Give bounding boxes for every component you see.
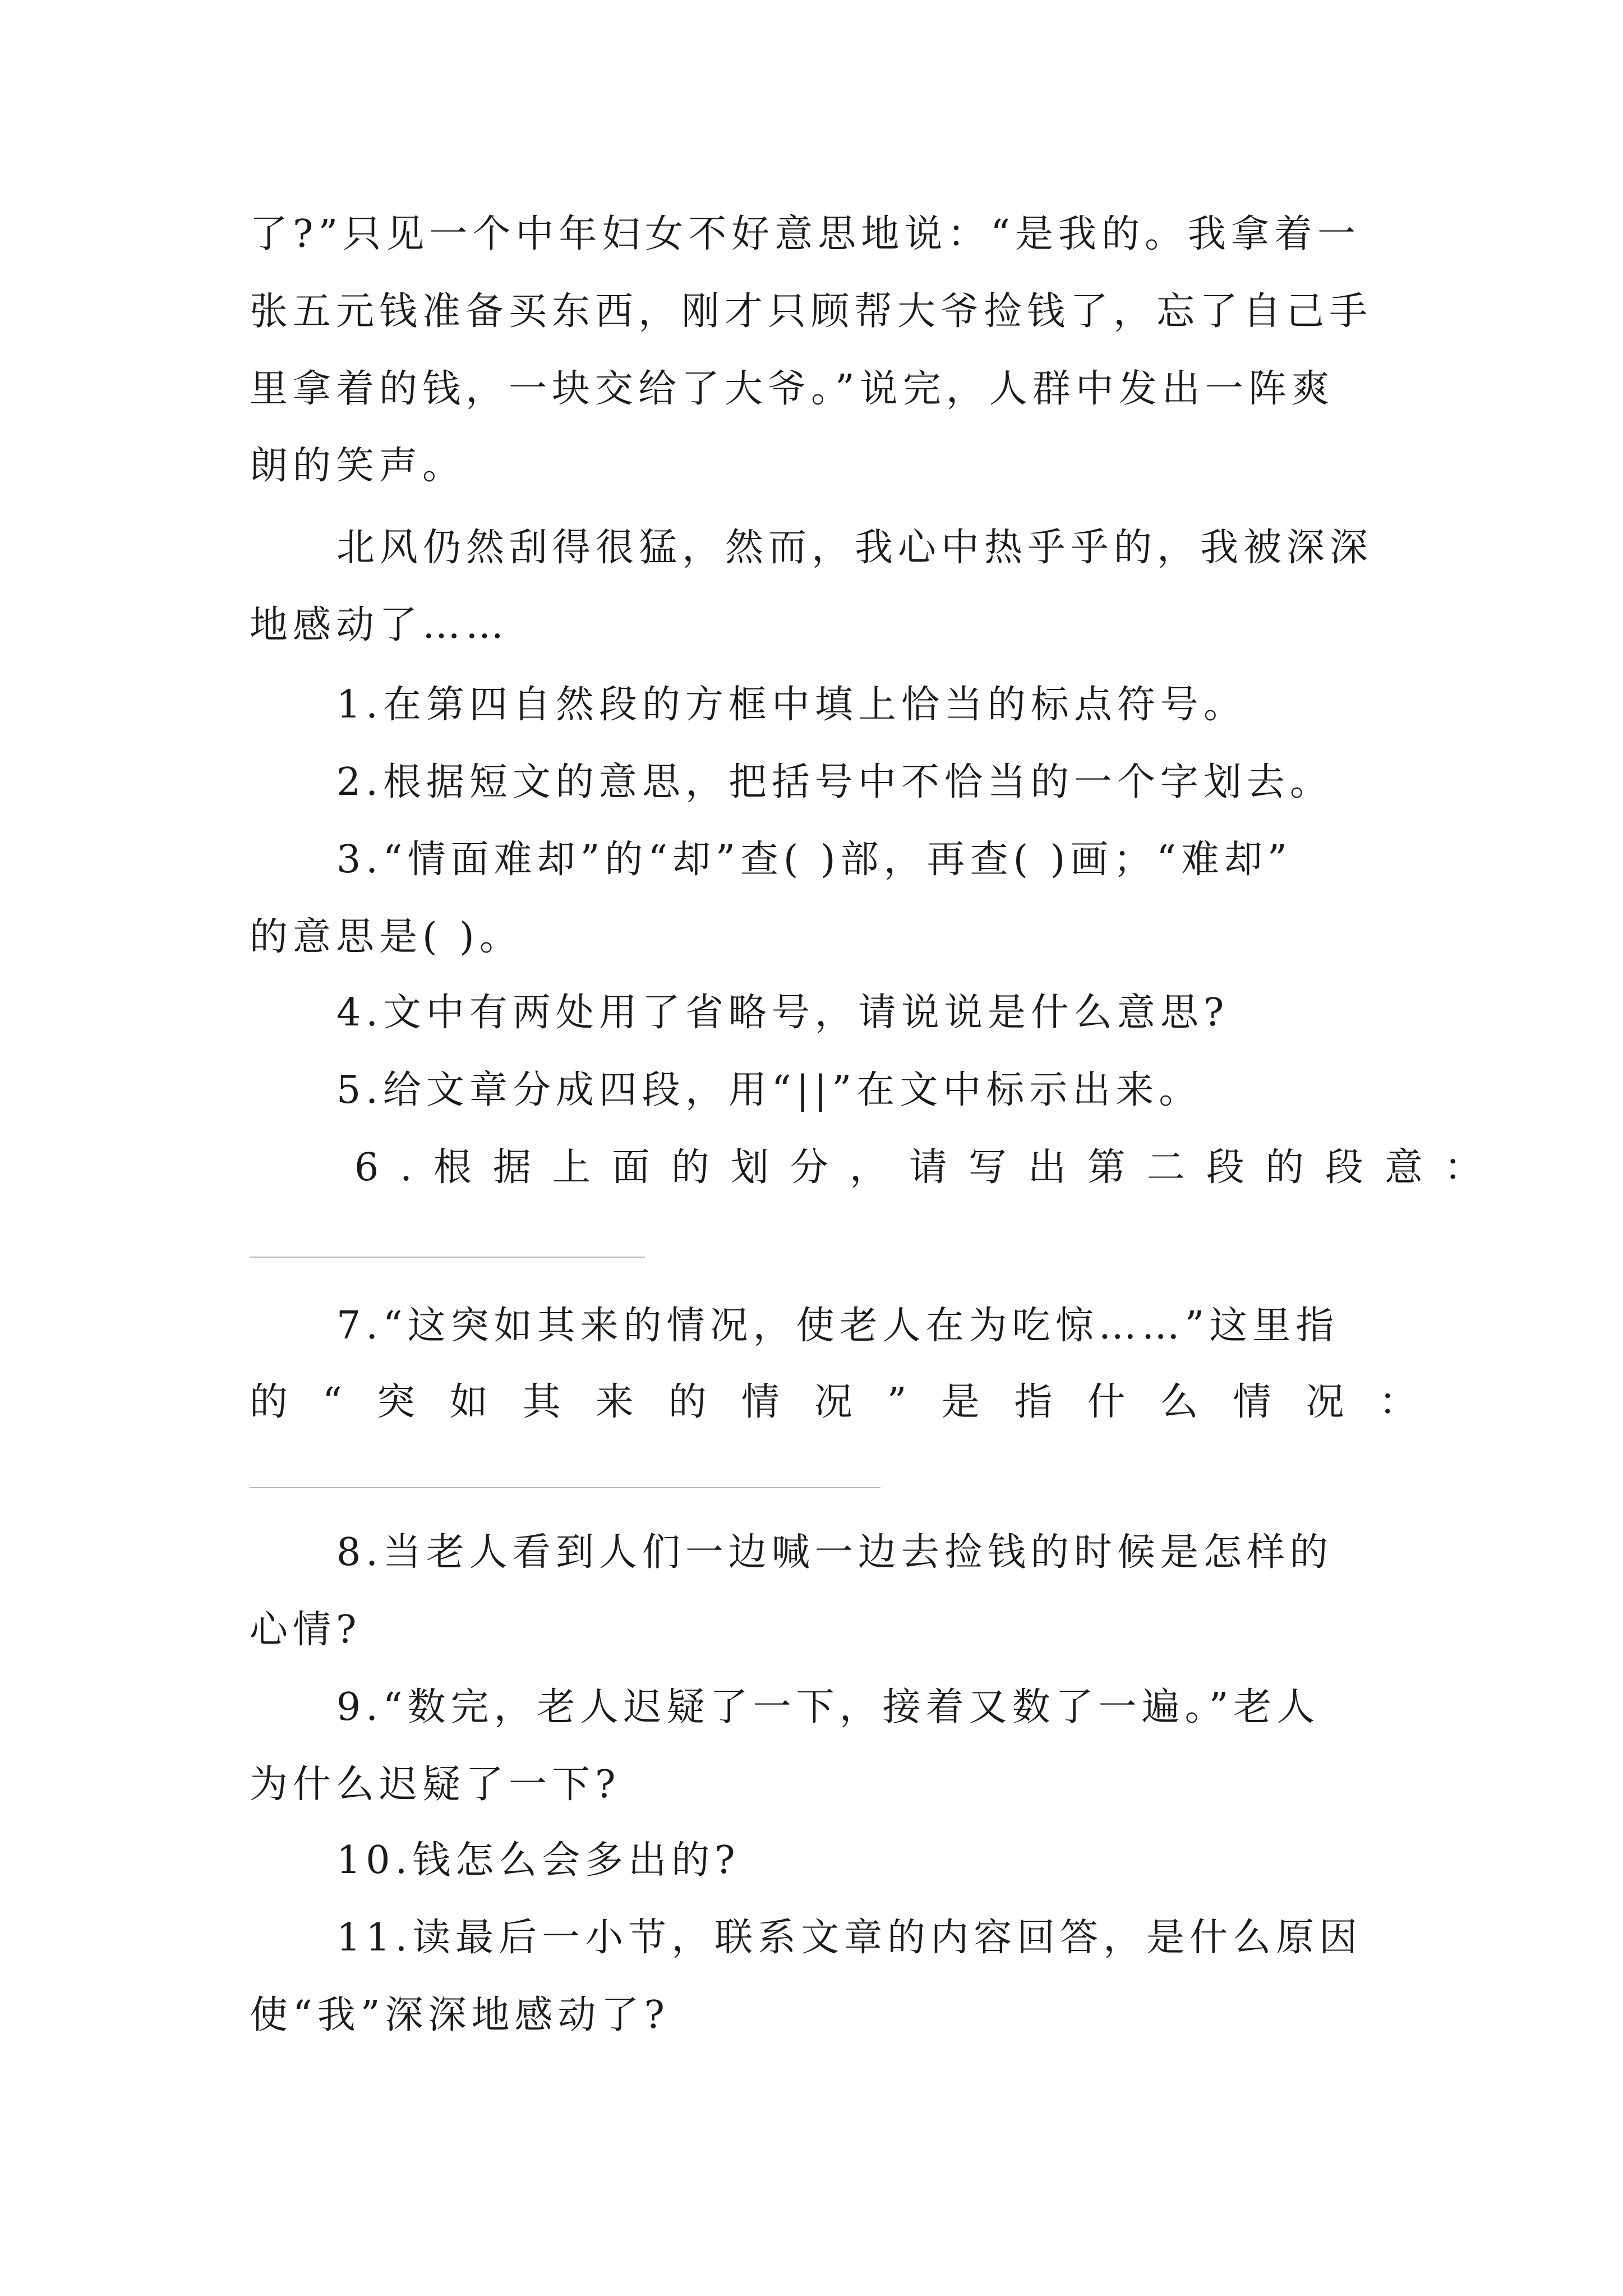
closing-paragraph-line: 北风仍然刮得很猛，然而，我心中热乎乎的，我被深深 (336, 526, 1373, 570)
question-3: 3.“情面难却”的“却”查( )部，再查( )画；“难却” (336, 838, 1292, 882)
question-9-continued: 为什么迟疑了一下? (250, 1763, 621, 1807)
question-1: 1.在第四自然段的方框中填上恰当的标点符号。 (336, 683, 1247, 727)
question-3-continued: 的意思是( )。 (250, 915, 523, 959)
answer-blank-line[interactable] (250, 1257, 645, 1258)
question-10: 10.钱怎么会多出的? (336, 1838, 740, 1883)
question-8: 8.当老人看到人们一边喊一边去捡钱的时候是怎样的 (336, 1530, 1333, 1575)
question-6-text: 6.根据上面的划分，请写出第二段的段意： (354, 1145, 1504, 1190)
question-6 (354, 1145, 1504, 1190)
question-11: 11.读最后一小节，联系文章的内容回答，是什么原因 (336, 1916, 1363, 1960)
question-8-continued: 心情? (250, 1608, 362, 1652)
question-4: 4.文中有两处用了省略号，请说说是什么意思? (336, 991, 1229, 1035)
closing-paragraph-line: 地感动了…… (250, 603, 509, 647)
question-5: 5.给文章分成四段，用“||”在文中标示出来。 (336, 1068, 1202, 1112)
paragraph-line: 朗的笑声。 (250, 444, 466, 488)
paragraph-line: 张五元钱准备买东西，刚才只顾帮大爷捡钱了，忘了自己手 (250, 289, 1373, 334)
question-11-continued: 使“我”深深地感动了? (250, 1993, 670, 2037)
question-7-continued: 的“突如其来的情况”是指什么情况： (250, 1380, 1452, 1424)
paragraph-line: 了?”只见一个中年妇女不好意思地说：“是我的。我拿着一 (250, 212, 1361, 256)
paragraph-line: 里拿着的钱，一块交给了大爷。”说完，人群中发出一阵爽 (250, 367, 1335, 411)
question-7: 7.“这突如其来的情况，使老人在为吃惊……”这里指 (336, 1304, 1339, 1348)
question-9: 9.“数完，老人迟疑了一下，接着又数了一遍。”老人 (336, 1685, 1320, 1729)
question-2: 2.根据短文的意思，把括号中不恰当的一个字划去。 (336, 760, 1333, 804)
answer-blank-line[interactable] (250, 1487, 880, 1488)
